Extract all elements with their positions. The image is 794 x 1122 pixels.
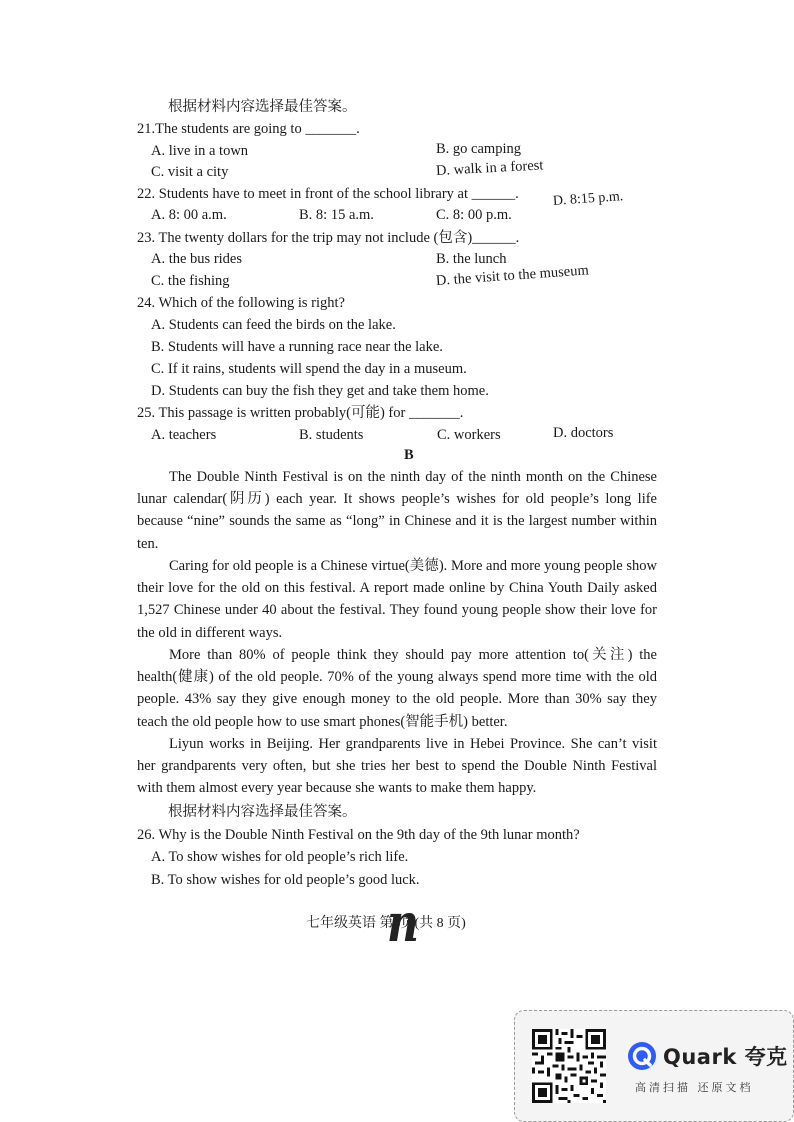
q24-option-b: B. Students will have a running race near the lake. — [151, 339, 443, 355]
passage-paragraph — [137, 644, 657, 733]
q25-option-d: D. doctors — [553, 425, 614, 441]
passage-paragraph — [137, 555, 657, 644]
q24-option-a: A. Students can feed the birds on the lake. — [151, 317, 396, 333]
instruction-a: 根据材料内容选择最佳答案。 — [168, 99, 357, 115]
q26-stem: 26. Why is the Double Ninth Festival on the 9th day of the 9th lunar month? — [137, 827, 580, 843]
quark-brand-name: Quark 夸克 — [663, 1045, 788, 1069]
q23-option-d: D. the visit to the museum — [435, 262, 590, 289]
q21-option-a: A. live in a town — [151, 143, 249, 159]
q24-stem: 24. Which of the following is right? — [137, 295, 345, 311]
q26-option-b: B. To show wishes for old people’s good luck. — [151, 872, 420, 888]
quark-logo-icon — [627, 1041, 657, 1071]
quark-watermark-badge — [514, 1010, 794, 1122]
q21-stem: 21.The students are going to _______. — [137, 121, 360, 137]
q21-option-b: B. go camping — [436, 141, 521, 157]
q22-option-c: C. 8: 00 p.m. — [436, 207, 512, 223]
q23-option-c: C. the fishing — [151, 273, 230, 289]
paragraph-text: Liyun works in Beijing. Her grandparents live in Hebei Province. She can’t visit her grandparents very often, but she tries her best to spend the Double Ninth Festival with them almost every year because she wants to make them happy. — [137, 736, 657, 797]
q25-option-b: B. students — [299, 427, 364, 443]
instruction-b: 根据材料内容选择最佳答案。 — [168, 804, 357, 820]
q22-stem: 22. Students have to meet in front of the school library at ______. — [137, 186, 519, 202]
paragraph-text: Caring for old people is a Chinese virtue(美德). More and more young people show their love for the old on this festival. A report made online by China Youth Daily asked 1,527 Chinese under 40 about the festival. They found young people show their love for the old in different ways. — [137, 558, 657, 641]
q25-option-c: C. workers — [437, 427, 501, 443]
qr-code-icon — [532, 1029, 606, 1103]
page-number-footer: 七年级英语 第3页(共 8 页) — [306, 916, 466, 931]
paragraph-text: More than 80% of people think they should pay more attention to(关注) the health(健康) of the old people. 70% of the young always spend more time with the old people. 43% say they give enough money to the old people. More than 30% say they teach the old people how to use smart phones(智能手机) better. — [137, 647, 657, 730]
q22-option-d: D. 8:15 p.m. — [552, 189, 624, 209]
q23-stem: 23. The twenty dollars for the trip may not include (包含)______. — [137, 230, 520, 246]
q22-option-b: B. 8: 15 a.m. — [299, 207, 374, 223]
section-b-header: B — [404, 447, 414, 463]
q21-option-d: D. walk in a forest — [435, 157, 544, 179]
q21-option-c: C. visit a city — [151, 164, 229, 180]
q25-option-a: A. teachers — [151, 427, 217, 443]
quark-tagline: 高清扫描 还原文档 — [635, 1081, 754, 1094]
q22-option-a: A. 8: 00 a.m. — [151, 207, 227, 223]
paragraph-text: The Double Ninth Festival is on the ninth day of the ninth month on the Chinese lunar calendar(阴历) each year. It shows people’s wishes for old people’s long life because “nine” sounds the same as “long” in Chinese and it is the largest number within ten. — [137, 469, 657, 552]
q23-option-b: B. the lunch — [436, 251, 507, 267]
q26-option-a: A. To show wishes for old people’s rich life. — [151, 849, 409, 865]
passage-paragraph — [137, 733, 657, 800]
q24-option-d: D. Students can buy the fish they get and take them home. — [151, 383, 489, 399]
handwritten-n-mark: n — [386, 893, 419, 954]
passage-paragraph — [137, 466, 657, 555]
q25-stem: 25. This passage is written probably(可能) for _______. — [137, 405, 464, 421]
q24-option-c: C. If it rains, students will spend the day in a museum. — [151, 361, 467, 377]
q23-option-a: A. the bus rides — [151, 251, 243, 267]
